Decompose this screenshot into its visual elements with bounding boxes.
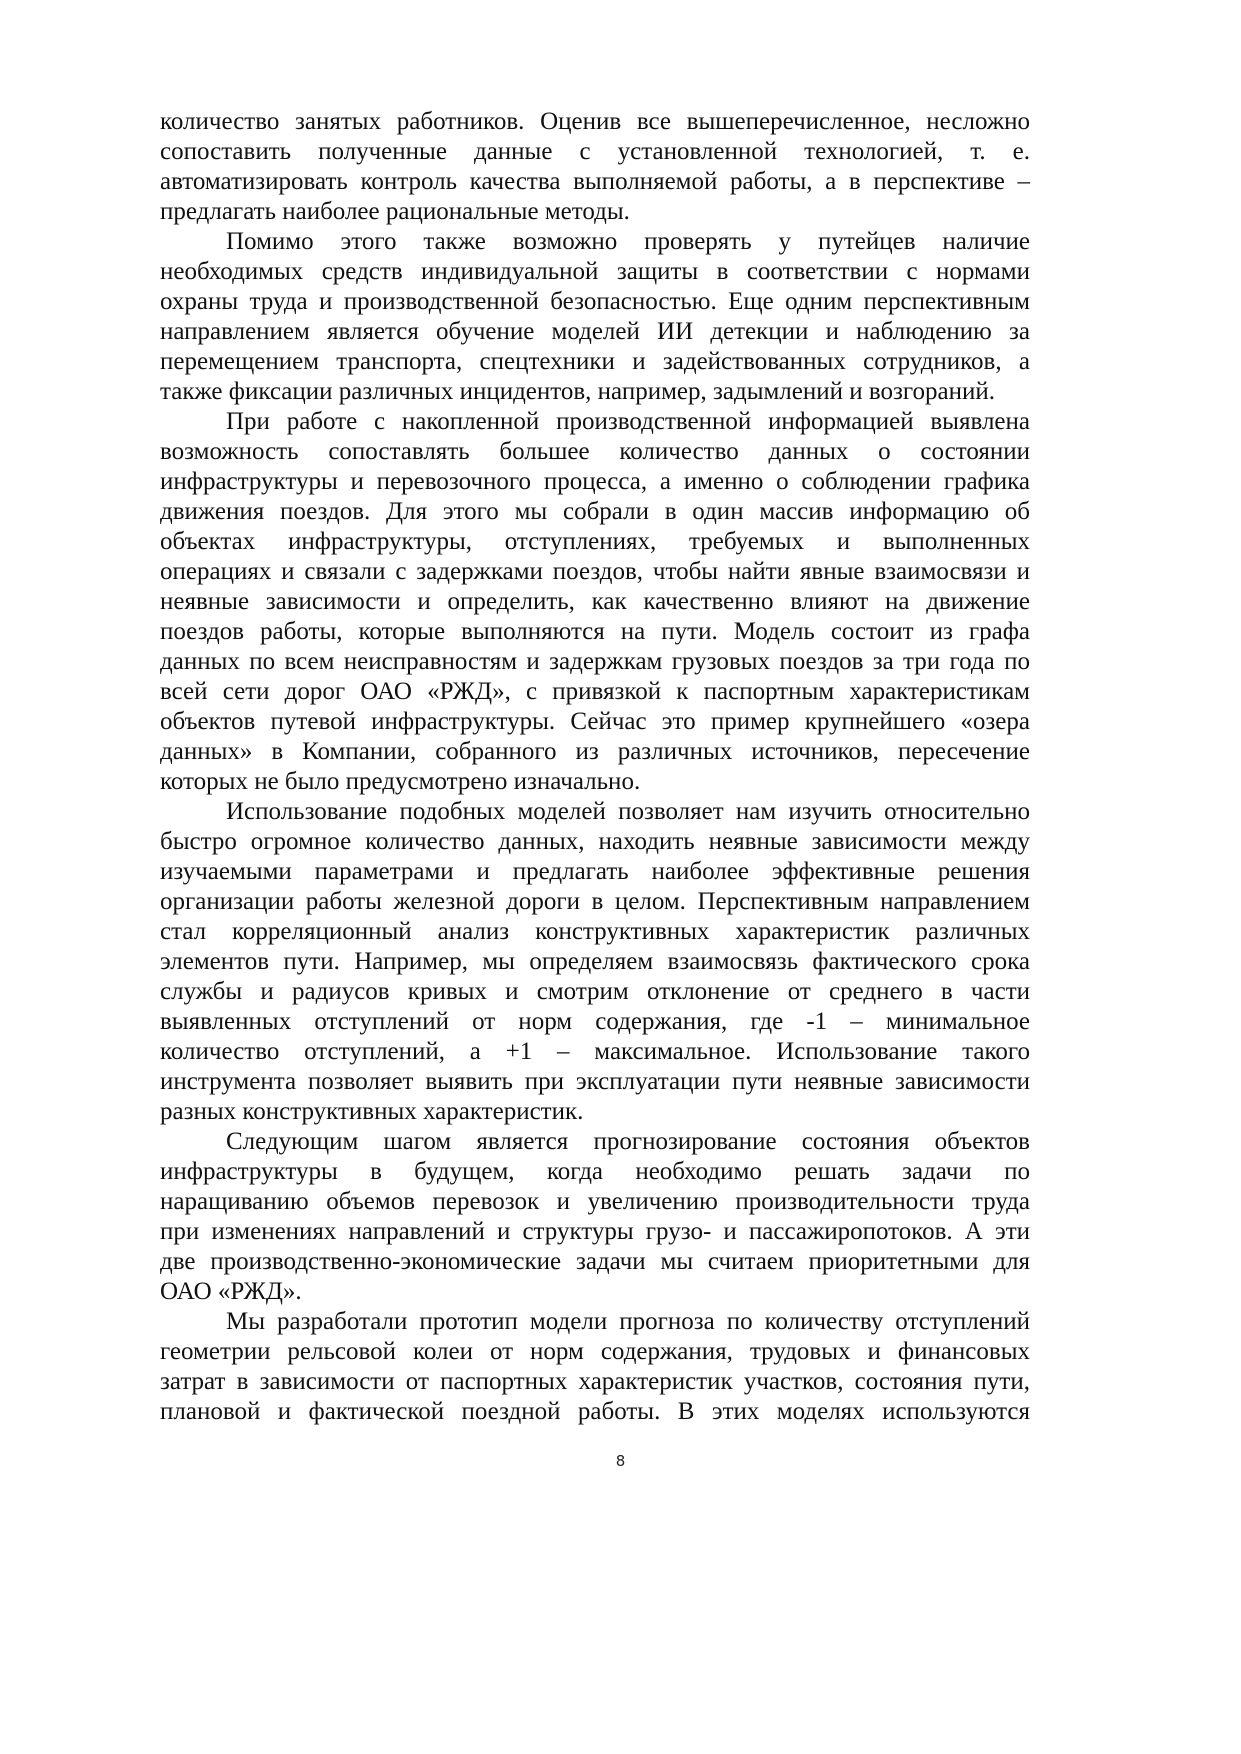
text-line: Мы разработали прототип модели прогноза по количеству отступлений <box>226 1308 1030 1335</box>
paragraph <box>160 107 1030 227</box>
text-line: При работе с накопленной производственной информацией выявлена <box>226 408 1030 435</box>
text-line: возможность сопоставлять большее количество данных о состоянии <box>160 438 1030 465</box>
text-line: количество отступлений, а +1 – максимальное. Использование такого <box>160 1038 1030 1065</box>
text-line: всей сети дорог ОАО «РЖД», с привязкой к паспортным характеристикам <box>160 678 1030 705</box>
text-line: организации работы железной дороги в целом. Перспективным направлением <box>160 888 1030 915</box>
text-line: движения поездов. Для этого мы собрали в один массив информацию об <box>160 498 1030 525</box>
text-line: выявленных отступлений от норм содержания, где -1 – минимальное <box>160 1008 1030 1035</box>
text-line: поездов работы, которые выполняются на пути. Модель состоит из графа <box>160 618 1030 645</box>
text-line: охраны труда и производственной безопасностью. Еще одним перспективным <box>160 288 1030 315</box>
text-line: сопоставить полученные данные с установленной технологией, т. е. <box>160 138 1030 165</box>
text-line: объектов путевой инфраструктуры. Сейчас это пример крупнейшего «озера <box>160 708 1030 735</box>
text-line: службы и радиусов кривых и смотрим отклонение от среднего в части <box>160 978 1030 1005</box>
paragraph <box>160 797 1030 1127</box>
text-line: неявные зависимости и определить, как качественно влияют на движение <box>160 588 1030 615</box>
text-line: быстро огромное количество данных, находить неявные зависимости между <box>160 828 1030 855</box>
text-line: затрат в зависимости от паспортных характеристик участков, состояния пути, <box>160 1368 1030 1395</box>
text-line: при изменениях направлений и структуры грузо- и пассажиропотоков. А эти <box>160 1218 1030 1245</box>
text-line: которых не было предусмотрено изначально. <box>160 768 641 795</box>
text-line: перемещением транспорта, спецтехники и задействованных сотрудников, а <box>160 348 1030 375</box>
text-line: стал корреляционный анализ конструктивных характеристик различных <box>160 918 1030 945</box>
text-line: ОАО «РЖД». <box>160 1278 302 1305</box>
text-line: наращиванию объемов перевозок и увеличению производительности труда <box>160 1188 1030 1215</box>
paragraph <box>160 227 1030 407</box>
text-line: инфраструктуры и перевозочного процесса, а именно о соблюдении графика <box>160 468 1030 495</box>
text-line: также фиксации различных инцидентов, например, задымлений и возгораний. <box>160 378 996 405</box>
text-line: Следующим шагом является прогнозирование состояния объектов <box>226 1128 1030 1155</box>
text-line: две производственно-экономические задачи мы считаем приоритетными для <box>160 1248 1030 1275</box>
page-number: 8 <box>615 1452 626 1470</box>
paragraph <box>160 407 1030 797</box>
text-line: Помимо этого также возможно проверять у путейцев наличие <box>226 228 1030 255</box>
text-line: данных» в Компании, собранного из различных источников, пересечение <box>160 738 1030 765</box>
text-line: количество занятых работников. Оценив все вышеперечисленное, несложно <box>160 108 1030 135</box>
text-line: направлением является обучение моделей ИИ детекции и наблюдению за <box>160 318 1030 345</box>
text-line: предлагать наиболее рациональные методы. <box>160 198 630 225</box>
paragraph <box>160 1127 1030 1307</box>
text-line: разных конструктивных характеристик. <box>160 1098 584 1125</box>
text-line: операциях и связали с задержками поездов, чтобы найти явные взаимосвязи и <box>160 558 1030 585</box>
text-line: данных по всем неисправностям и задержкам грузовых поездов за три года по <box>160 648 1030 675</box>
text-line: элементов пути. Например, мы определяем взаимосвязь фактического срока <box>160 948 1030 975</box>
paragraph <box>160 1307 1030 1427</box>
text-line: автоматизировать контроль качества выполняемой работы, а в перспективе – <box>160 168 1030 195</box>
text-line: Использование подобных моделей позволяет нам изучить относительно <box>226 798 1030 825</box>
page-body <box>160 107 1030 1427</box>
text-line: инфраструктуры в будущем, когда необходимо решать задачи по <box>160 1158 1030 1185</box>
text-line: изучаемыми параметрами и предлагать наиболее эффективные решения <box>160 858 1030 885</box>
text-line: необходимых средств индивидуальной защиты в соответствии с нормами <box>160 258 1030 285</box>
text-line: объектах инфраструктуры, отступлениях, требуемых и выполненных <box>160 528 1030 555</box>
text-line: плановой и фактической поездной работы. В этих моделях используются <box>160 1398 1030 1425</box>
text-line: геометрии рельсовой колеи от норм содержания, трудовых и финансовых <box>160 1338 1030 1365</box>
text-line: инструмента позволяет выявить при эксплуатации пути неявные зависимости <box>160 1068 1030 1095</box>
